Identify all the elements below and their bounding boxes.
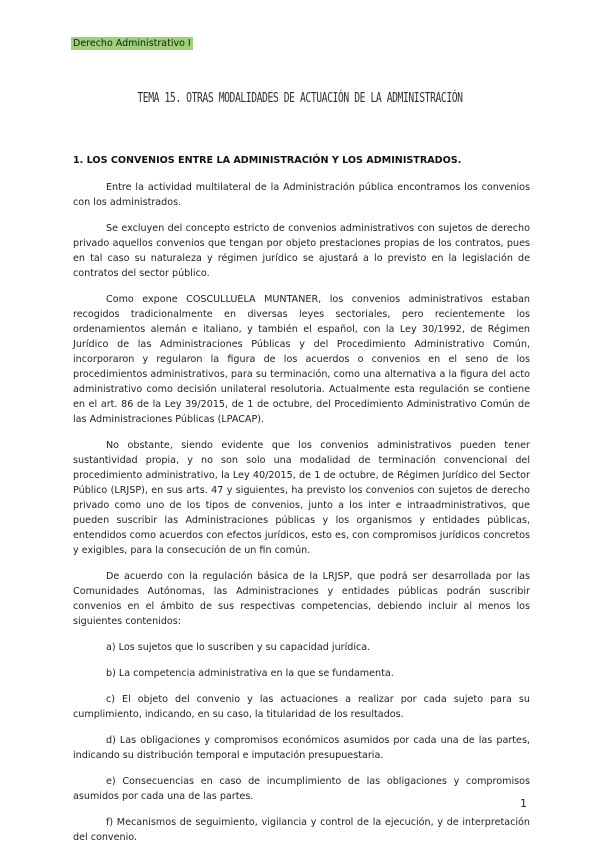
paragraph: Se excluyen del concepto estricto de convenios administrativos con sujetos de derecho privado aquellos convenios que tengan por objeto prestaciones propias de los contratos, pues en tal caso su naturaleza y régimen jurídico se ajustará a lo previsto en la legislación de contratos del sector público. bbox=[73, 223, 530, 279]
section-heading: 1. LOS CONVENIOS ENTRE LA ADMINISTRACIÓN Y LOS ADMINISTRADOS. bbox=[73, 155, 462, 166]
list-item: f) Mecanismos de seguimiento, vigilancia y control de la ejecución, y de interpretación del convenio. bbox=[73, 817, 530, 843]
list-item: a) Los sujetos que lo suscriben y su capacidad jurídica. bbox=[106, 642, 371, 653]
list-item: e) Consecuencias en caso de incumplimiento de las obligaciones y compromisos asumidos por cada una de las partes. bbox=[73, 776, 530, 802]
header-tag: Derecho Administrativo I bbox=[73, 38, 191, 49]
paragraph: De acuerdo con la regulación básica de la LRJSP, que podrá ser desarrollada por las Comunidades Autónomas, las Administraciones y entidades públicas podrán suscribir convenios en el ámbito de sus respectivas competencias, debiendo incluir al menos los siguientes contenidos: bbox=[73, 571, 530, 627]
list-item: b) La competencia administrativa en la que se fundamenta. bbox=[106, 668, 394, 679]
list-item: c) El objeto del convenio y las actuaciones a realizar por cada sujeto para su cumplimiento, indicando, en su caso, la titularidad de los resultados. bbox=[73, 694, 530, 720]
page-number: 1 bbox=[520, 797, 527, 810]
list-item: d) Las obligaciones y compromisos económicos asumidos por cada una de las partes, indicando su distribución temporal e imputación presupuestaria. bbox=[73, 735, 530, 761]
paragraph: No obstante, siendo evidente que los convenios administrativos pueden tener sustantividad propia, y no son solo una modalidad de terminación convencional del procedimiento administrativo, la Ley 40/2015, de 1 de octubre, de Régimen Jurídico del Sector Público (LRJSP), en sus arts. 47 y siguientes, ha previsto los convenios con sujetos de derecho privado como uno de los tipos de convenios, junto a los inter e intraadministrativos, que pueden suscribir las Administraciones públicas y los organismos y entidades públicas, entendidos como acuerdos con efectos jurídicos, esto es, con compromisos jurídicos concretos y exigibles, para la consecución de un fin común. bbox=[73, 440, 530, 556]
page-title: TEMA 15. OTRAS MODALIDADES DE ACTUACIÓN DE LA ADMINISTRACIÓN bbox=[137, 90, 463, 106]
document-body bbox=[73, 153, 530, 856]
paragraph: Entre la actividad multilateral de la Administración pública encontramos los convenios con los administrados. bbox=[73, 182, 530, 208]
paragraph: Como expone COSCULLUELA MUNTANER, los convenios administrativos estaban recogidos tradicionalmente en diversas leyes sectoriales, pero recientemente los ordenamientos alemán e italiano, y también el español, con la Ley 30/1992, de Régimen Jurídico de las Administraciones Públicas y del Procedimiento Administrativo Común, incorporaron y regularon la figura de los acuerdos o convenios en el seno de los procedimientos administrativos, para su terminación, como una alternativa a la figura del acto administrativo como decisión unilateral resolutoria. Actualmente esta regulación se contiene en el art. 86 de la Ley 39/2015, de 1 de octubre, del Procedimiento Administrativo Común de las Administraciones Públicas (LPACAP). bbox=[73, 294, 530, 425]
